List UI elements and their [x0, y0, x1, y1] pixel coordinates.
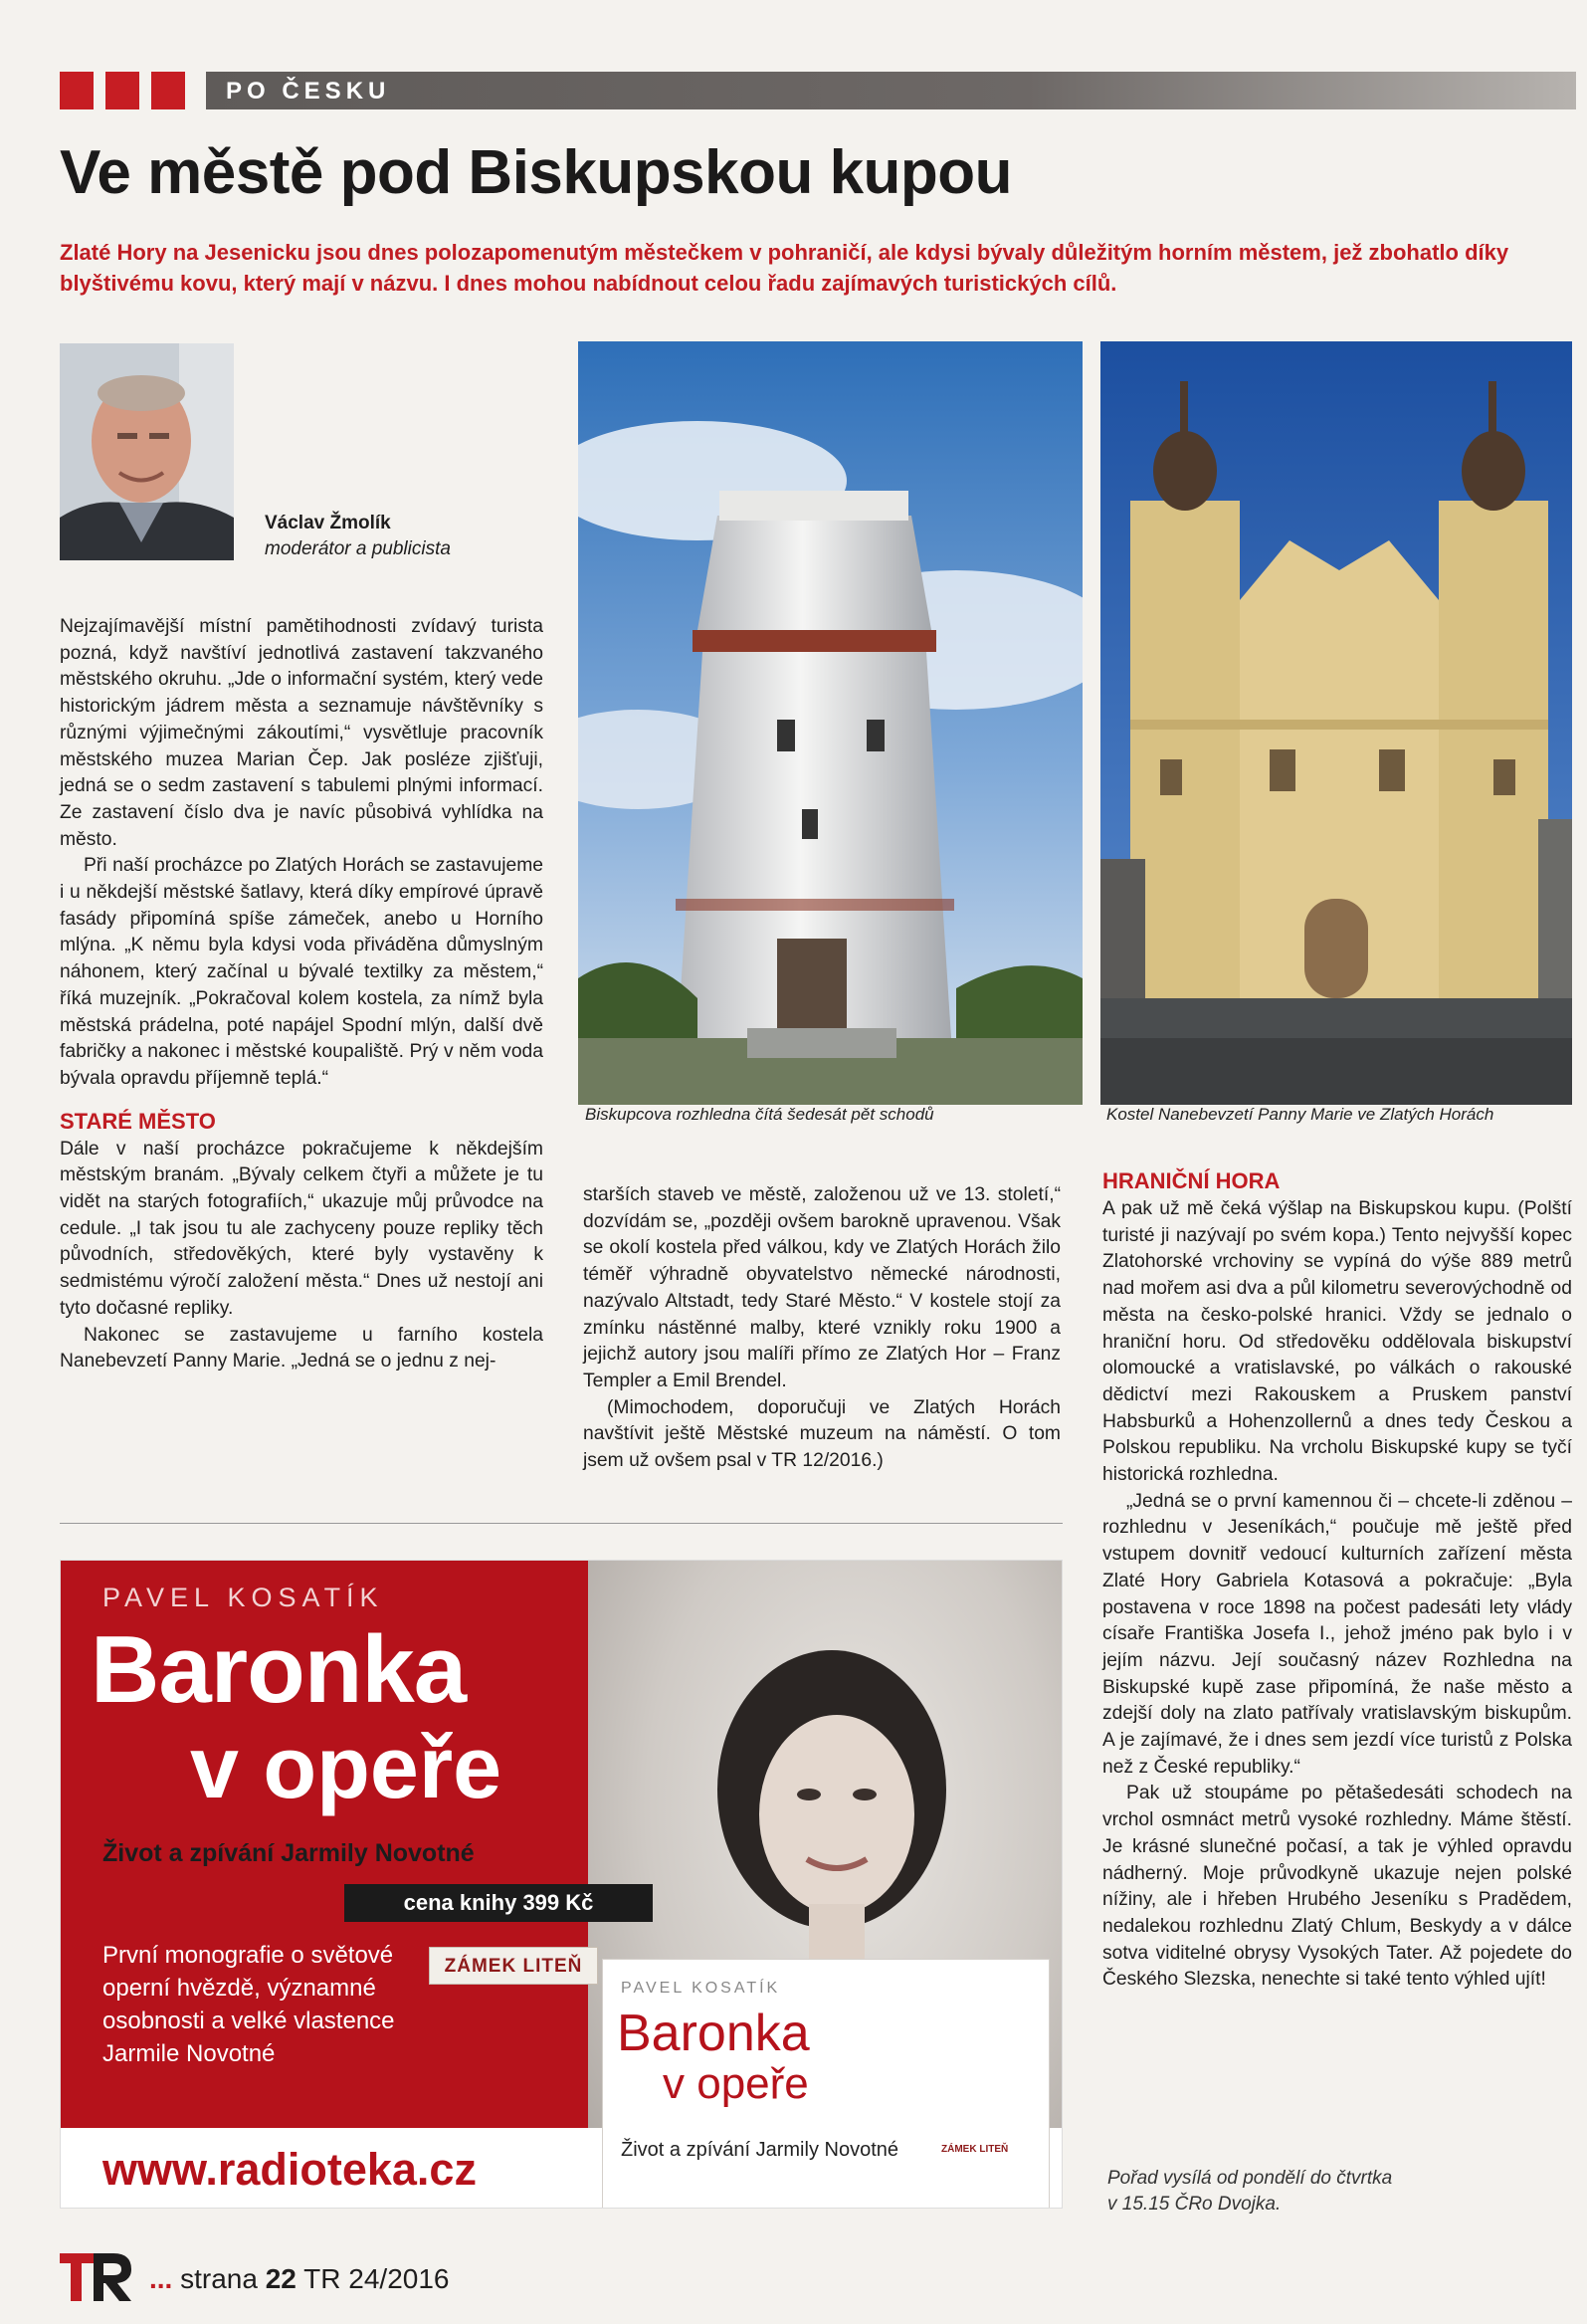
ad-publisher-badge: ZÁMEK LITEŇ — [429, 1947, 598, 1985]
paragraph: Při naší procházce po Zlatých Horách se zastavujeme i u někdejší městské šatlavy, která díky empírové úpravě fasády připomíná spíše zámeček, anebo u Horního mlýna. „K němu byla kdysi voda přiváděna důmyslným náhonem, který začínal u bývalé textilky za městem,“ říká muzejník. „Pokračoval kolem kostela, za nímž byla městská prádelna, poté napájel Spodní mlýn, další dvě fabričky a nakonec i městské koupaliště. Prý v něm voda bývala opravdu příjemně teplá.“ — [60, 855, 543, 1089]
paragraph: starších staveb ve městě, založenou už ve 13. století,“ dozvídám se, „později ovšem barokně upravenou. Však se okolí kostela před válkou, kdy ve Zlatých Horách žilo téměř výhradně obyvatelstvo německé národnosti, nazývalo Altstadt, tedy Staré Město.“ V kostele stojí za zmínku nástěnné malby, které vznikly roku 1900 a jejichž autory jsou malíři přímo ze Zlatých Hor – Franz Templer a Emil Brendel. — [583, 1184, 1061, 1391]
tr-logo-icon — [60, 2247, 133, 2303]
paragraph: A pak už mě čeká výšlap na Biskupskou kupu. (Polští turisté ji nazývají po svém kopa.) Tento nejvyšší kopec Zlatohorské vrchoviny se vypíná do výše 889 metrů nad mořem asi dva a půl kilometru severovýchodně od města na česko-polské hranici. Vždy se jednalo o hraniční horu. Od středověku oddělovala biskupství olomoucké a vratislavské, po válkách o rakouské dědictví mezi Rakouskem a Pruskem panství Habsburků a Hohenzollernů a dnes tedy Českou a Polskou republiku. Na vrcholu Biskupské kupy se tyčí historická rozhledna. — [1102, 1198, 1572, 1486]
book-author: PAVEL KOSATÍK — [621, 1980, 781, 1997]
section-label: PO ČESKU — [226, 78, 391, 105]
book-cover — [602, 1959, 1050, 2209]
red-square — [60, 72, 94, 109]
article-lead: Zlaté Hory na Jesenicku jsou dnes polozapomenutým městečkem v pohraničí, ale kdysi bývaly důležitým horním městem, jež zbohatlo díky blyštivému kovu, který mají v názvu. I dnes mohou nabídnout celou řadu zajímavých turistických cílů. — [60, 240, 1509, 296]
ad-author: PAVEL KOSATÍK — [102, 1583, 384, 1612]
book-publisher: ZÁMEK LITEŇ — [941, 2144, 1009, 2155]
column-2 — [583, 1182, 1061, 1475]
divider — [60, 1523, 1063, 1524]
section-squares — [60, 72, 199, 109]
section-bar — [206, 72, 1576, 109]
article-headline: Ve městě pod Biskupskou kupou — [60, 138, 1013, 207]
author-role: moderátor a publicista — [265, 538, 451, 559]
ad-subtitle: Život a zpívání Jarmily Novotné — [102, 1839, 475, 1867]
footer-dots: ... — [149, 2263, 173, 2294]
paragraph: „Jedná se o první kamennou či – chcete-li zděnou – rozhlednu v Jeseníkách,“ poučuje mě ještě před vstupem dovnitř vedoucí kulturních zařízení města Zlaté Hory Gabriela Kotasová a pokračuje: „Byla postavena v roce 1898 na počest padesáti lety vlády císaře Františka Josefa I., jehož jméno pak bylo i v jejím názvu. Její současný název Rozhledna na Biskupské kupě zase připomíná, že naše město a zdejší doly na zlato patřívaly vratislavským biskupům. A je zajímavé, že i dnes sem jezdí více turistů z Polska než z České republiky.“ — [1102, 1490, 1572, 1778]
program-note-line: v 15.15 ČRo Dvojka. — [1107, 2194, 1282, 2215]
ad-price-badge: cena knihy 399 Kč — [344, 1884, 653, 1922]
subhead-hranicni-hora: HRANIČNÍ HORA — [1102, 1168, 1281, 1193]
page-footer — [149, 2263, 450, 2295]
red-square — [105, 72, 139, 109]
book-title-line2: v opeře — [663, 2059, 809, 2108]
paragraph: (Mimochodem, doporučuji ve Zlatých Horách navštívit ještě Městské muzeum na náměstí. O tom jsem už ovšem psal v TR 12/2016.) — [583, 1396, 1061, 1472]
paragraph: Nakonec se zastavujeme u farního kostela Nanebevzetí Panny Marie. „Jedná se o jednu z nej- — [60, 1324, 543, 1373]
issue-number: TR 24/2016 — [303, 2263, 450, 2294]
author-name: Václav Žmolík — [265, 513, 391, 533]
ad-description: První monografie o světové operní hvězdě, významné osobnosti a velké vlastence Jarmile Novotné — [102, 1942, 395, 2067]
photo-lookout-tower — [578, 341, 1083, 1105]
book-subtitle: Život a zpívání Jarmily Novotné — [621, 2139, 898, 2161]
paragraph: Dále v naší procházce pokračujeme k někdejším městským branám. „Bývaly celkem čtyři a můžete je tu vidět na starých fotografiích,“ ukazuje můj průvodce na cedule. „I tak jsou tu ale zachyceny pouze repliky těch původních, středověkých, které byly vystavěny k sedmistému výročí založení města.“ Dnes už nestojí ani tyto dočasné repliky. — [60, 1138, 543, 1319]
photo-church — [1100, 341, 1572, 1105]
page-number: 22 — [265, 2263, 297, 2294]
caption-tower: Biskupcova rozhledna čítá šedesát pět schodů — [585, 1105, 934, 1124]
subhead-stare-mesto: STARÉ MĚSTO — [60, 1108, 216, 1134]
red-square — [151, 72, 185, 109]
author-photo — [60, 343, 234, 560]
program-note-line: Pořad vysílá od pondělí do čtvrtka — [1107, 2168, 1393, 2189]
column-3 — [1102, 1166, 1572, 1994]
book-title-line1: Baronka — [617, 2005, 810, 2062]
ad-url-link[interactable]: www.radioteka.cz — [102, 2144, 477, 2195]
footer-strana: strana — [180, 2263, 258, 2294]
caption-church: Kostel Nanebevzetí Panny Marie ve Zlatých Horách — [1106, 1105, 1494, 1124]
ad-title-line2: v opeře — [190, 1718, 502, 1816]
ad-title-line1: Baronka — [91, 1616, 467, 1723]
paragraph: Nejzajímavější místní pamětihodnosti zvídavý turista pozná, když navštíví jednotlivá zastavení takzvaného městského okruhu. „Jde o informační systém, který vede historickým jádrem města a seznamuje návštěvníky s různými výjimečnými zákoutími,“ vysvětluje pracovník městského muzea Marian Čep. Jak posléze zjišťuji, jedná se o sedm zastavení s tabulemi plnými informací. Ze zastavení číslo dva je navíc působivá vyhlídka na město. — [60, 616, 543, 850]
paragraph: Pak už stoupáme po pětašedesáti schodech na vrchol osmnáct metrů vysoké rozhledny. Máme štěstí. Je krásné slunečné počasí, a tak je výhled opravdu nádherný. Moje průvodkyně ukazuje nejen polské nížiny, ale i hřeben Hrubého Jeseníku s Pradědem, nedalekou rozhlednu Zlatý Chlum, Beskydy a v dálce sotva viditelné obrysy Vysokých Tater. Až pojedete do Českého Slezska, nenechte si také tento výhled ujít! — [1102, 1783, 1572, 1991]
column-1 — [60, 614, 543, 1375]
book-advertisement — [60, 1560, 1063, 2209]
program-note — [1107, 2166, 1392, 2218]
